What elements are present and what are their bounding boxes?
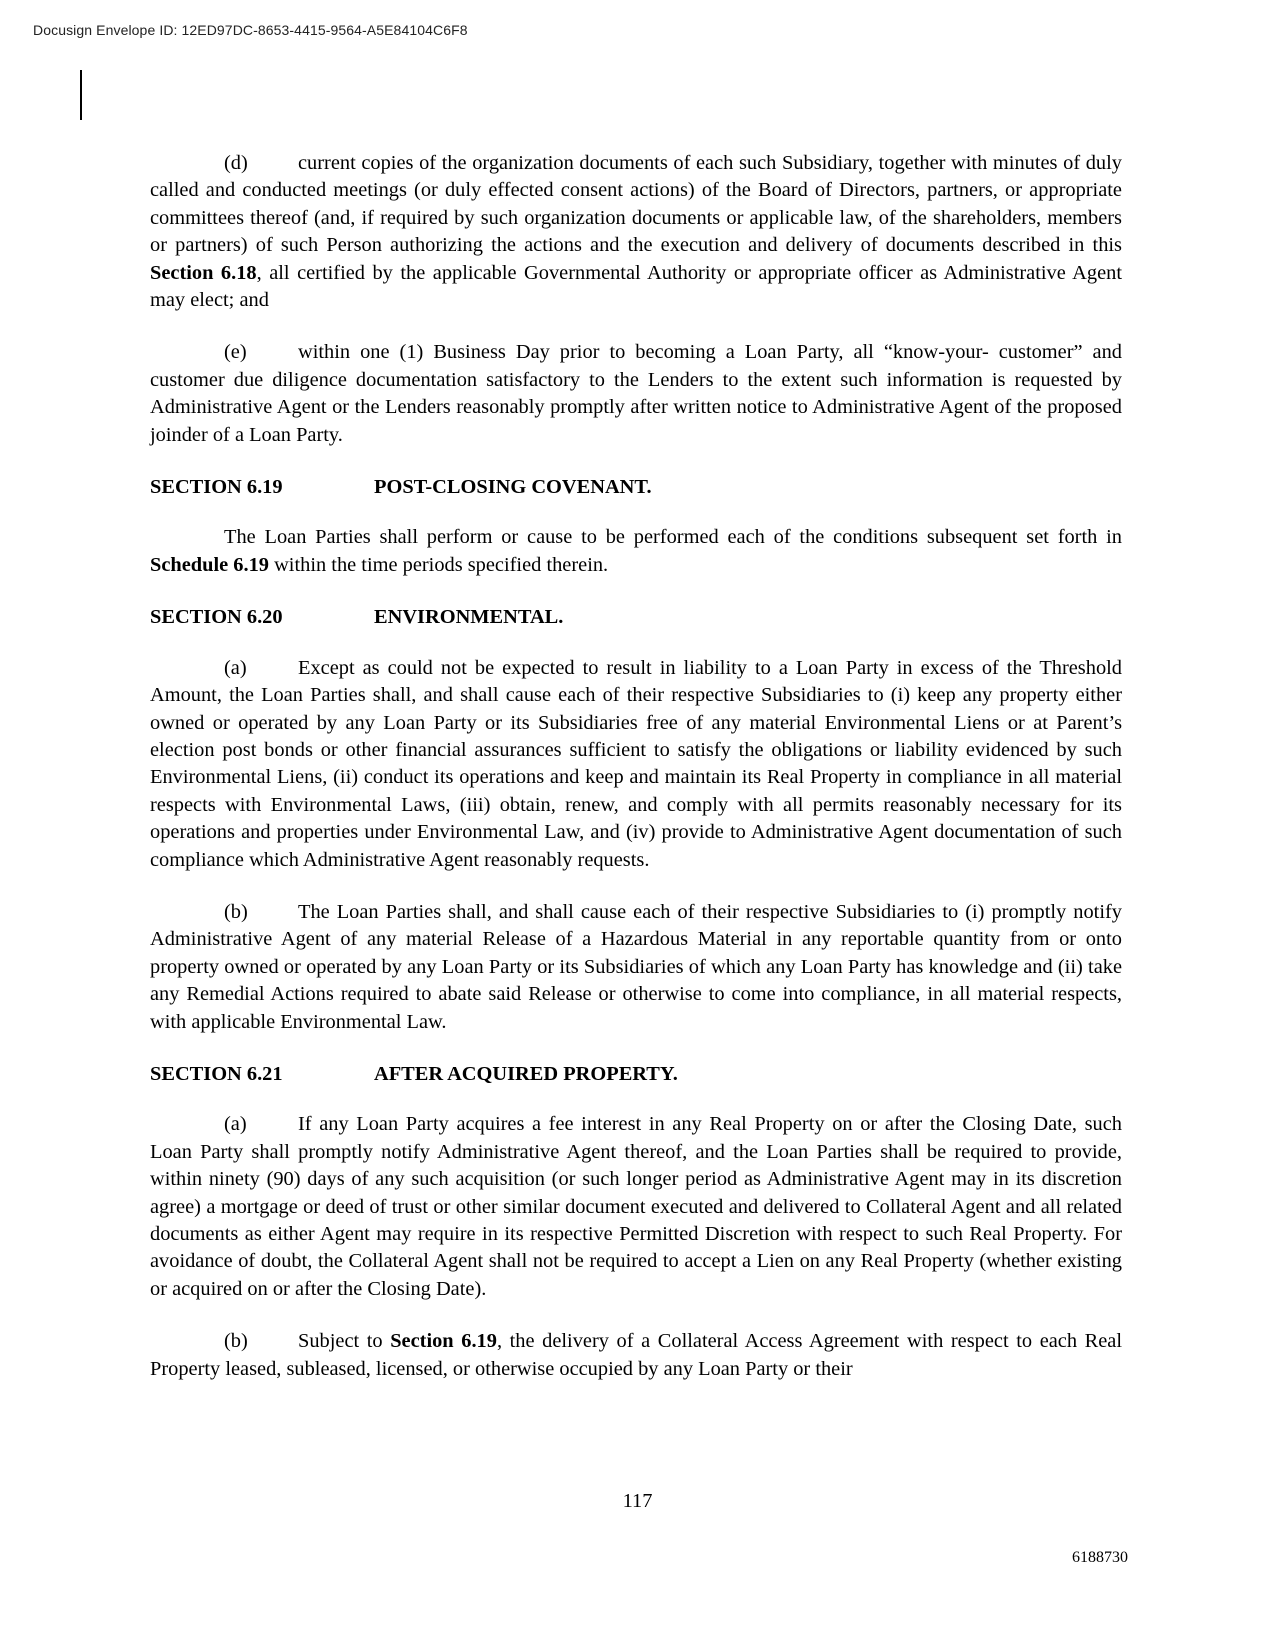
paragraph-d-text-2: , all certified by the applicable Governmental Authority or appropriate officer as Administrative Agent may elect; and <box>150 261 1122 312</box>
section-6-20-paragraph-b <box>150 899 1122 1036</box>
section-6-19-body <box>150 524 1122 579</box>
section-6-21-paragraph-b <box>150 1328 1122 1383</box>
paragraph-d-text-1: current copies of the organization documents of each such Subsidiary, together with minutes of duly called and conducted meetings (or duly effected consent actions) of the Board of Directors, partners, or appropriate committees thereof (and, if required by such organization documents or applicable law, of the shareholders, members or partners) of such Person authorizing the actions and the execution and delivery of documents described in this <box>150 152 1122 257</box>
section-6-20-a-text: Except as could not be expected to result in liability to a Loan Party in excess of the Threshold Amount, the Loan Parties shall, and shall cause each of their respective Subsidiaries to (i) keep any property either owned or operated by any Loan Party or its Subsidiaries free of any material Environmental Liens or at Parent’s election post bonds or other financial assurances sufficient to satisfy the obligations or liability evidenced by such Environmental Liens, (ii) conduct its operations and keep and maintain its Real Property in compliance in all material respects with Environmental Laws, (iii) obtain, renew, and comply with all permits reasonably necessary for its operations and properties under Environmental Law, and (iv) provide to Administrative Agent documentation of such compliance which Administrative Agent reasonably requests. <box>150 656 1122 871</box>
paragraph-e <box>150 339 1122 449</box>
section-6-20-b-text: The Loan Parties shall, and shall cause each of their respective Subsidiaries to (i) promptly notify Administrative Agent of any material Release of a Hazardous Material in any reportable quantity from or onto property owned or operated by any Loan Party or its Subsidiaries of which any Loan Party has knowledge and (ii) take any Remedial Actions required to abate said Release or otherwise to come into compliance, in all material respects, with applicable Environmental Law. <box>150 900 1122 1033</box>
section-6-21-enum-a: (a) <box>224 1113 247 1136</box>
paragraph-d <box>150 150 1122 314</box>
section-6-21-a-text: If any Loan Party acquires a fee interest in any Real Property on or after the Closing Date, such Loan Party shall promptly notify Administrative Agent thereof, and the Loan Parties shall be required to provide, within ninety (90) days of any such acquisition (or such longer period as Administrative Agent may in its discretion agree) a mortgage or deed of trust or other similar document executed and delivered to Collateral Agent and all related documents as either Agent may require in its respective Permitted Discretion with respect to such Real Property. For avoidance of doubt, the Collateral Agent shall not be required to accept a Lien on any Real Property (whether existing or acquired on or after the Closing Date). <box>150 1113 1122 1300</box>
section-6-19-text-1: The Loan Parties shall perform or cause to be performed each of the conditions subsequent set forth in <box>224 526 1122 549</box>
section-6-21-b-section-ref: Section 6.19 <box>390 1330 497 1353</box>
section-6-20-heading <box>150 604 1122 631</box>
section-6-19-title: POST-CLOSING COVENANT. <box>374 476 652 499</box>
section-6-19-number: SECTION 6.19 <box>150 476 283 499</box>
enum-d: (d) <box>224 152 248 174</box>
enum-e: (e) <box>224 341 247 364</box>
document-id: 6188730 <box>1072 1549 1128 1566</box>
section-6-21-b-text-2: , the delivery of a Collateral Access Agreement with respect to each Real Property leased, subleased, licensed, or otherwise occupied by any Loan Party or their <box>150 1330 1122 1380</box>
section-6-21-title: AFTER ACQUIRED PROPERTY. <box>374 1062 678 1085</box>
section-6-19-heading <box>150 474 1122 501</box>
section-6-19-text-2: within the time periods specified therein. <box>268 553 609 576</box>
paragraph-e-text: within one (1) Business Day prior to becoming a Loan Party, all “know-your- customer” and customer due diligence documentation satisfactory to the Lenders to the extent such information is requested by Administrative Agent or the Lenders reasonably promptly after written notice to Administrative Agent of the proposed joinder of a Loan Party. <box>150 341 1122 446</box>
section-6-19-schedule-ref: Schedule 6.19 <box>150 553 269 576</box>
section-6-20-paragraph-a <box>150 655 1122 874</box>
document-body <box>150 150 1122 1408</box>
section-6-20-number: SECTION 6.20 <box>150 606 283 629</box>
section-6-21-b-text-1: Subject to <box>298 1330 391 1353</box>
section-6-20-enum-a: (a) <box>224 656 247 679</box>
section-6-20-enum-b: (b) <box>224 900 248 923</box>
paragraph-d-section-ref: Section 6.18 <box>150 261 257 284</box>
section-6-21-enum-b: (b) <box>224 1330 248 1353</box>
docusign-envelope-id: Docusign Envelope ID: 12ED97DC-8653-4415-9564-A5E84104C6F8 <box>33 22 468 38</box>
page-number: 117 <box>622 1490 653 1512</box>
section-6-21-paragraph-a <box>150 1111 1122 1303</box>
section-6-20-title: ENVIRONMENTAL. <box>374 606 564 629</box>
section-6-21-number: SECTION 6.21 <box>150 1062 283 1085</box>
margin-change-bar <box>80 70 82 120</box>
section-6-21-heading <box>150 1061 1122 1088</box>
